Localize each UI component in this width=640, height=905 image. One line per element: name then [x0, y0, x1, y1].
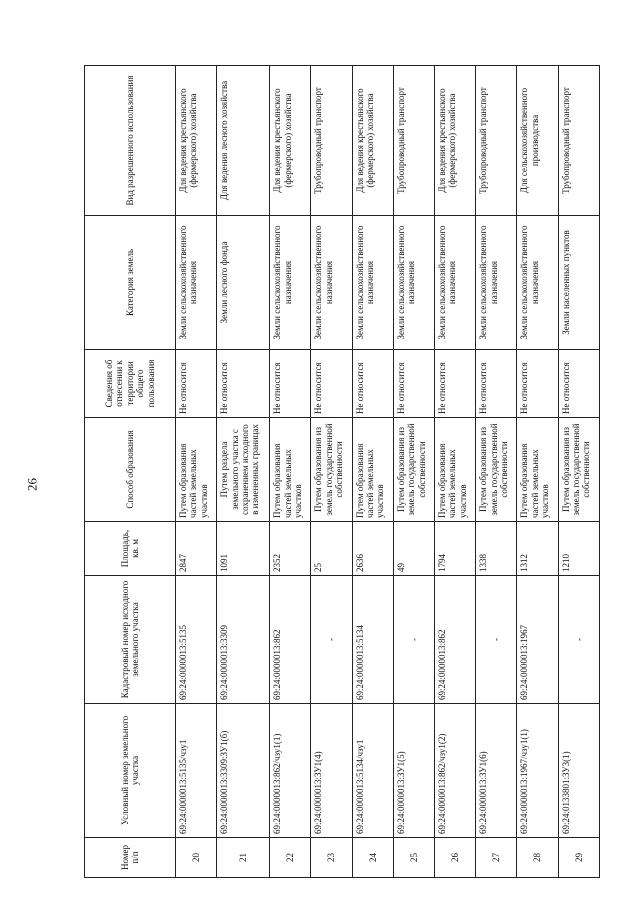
- header-permitted-use: Вид разрешенного использования: [85, 66, 176, 216]
- common-use-status: Не относится: [176, 350, 217, 418]
- formation-method: Путем образования из земель государственной собственности: [476, 418, 517, 522]
- land-category: Земли сельскохозяйственного назначения: [352, 216, 393, 350]
- area-value: 2352: [270, 522, 311, 576]
- common-use-status: Не относится: [217, 350, 270, 418]
- permitted-use: Трубопроводный транспорт: [393, 66, 434, 216]
- table-row: [217, 66, 270, 878]
- header-conditional-number: Условный номер земельного участка: [85, 704, 176, 838]
- table-header-row: [85, 66, 176, 878]
- formation-method: Путем образования частей земельных участков: [176, 418, 217, 522]
- area-value: 1091: [217, 522, 270, 576]
- conditional-number: 69:24:0000013:ЗУ1(5): [393, 704, 434, 838]
- permitted-use: Для ведения крестьянского (фермерского) хозяйства: [176, 66, 217, 216]
- land-category: Земли сельскохозяйственного назначения: [517, 216, 558, 350]
- formation-method: Путем образования частей земельных участков: [517, 418, 558, 522]
- table-row: [435, 66, 476, 878]
- common-use-status: Не относится: [476, 350, 517, 418]
- table-row: [476, 66, 517, 878]
- cadastral-number: -: [311, 576, 352, 704]
- row-number: 24: [352, 838, 393, 878]
- common-use-status: Не относится: [558, 350, 599, 418]
- header-land-category: Категория земель: [85, 216, 176, 350]
- cadastral-number: -: [393, 576, 434, 704]
- permitted-use: Для ведения лесного хозяйства: [217, 66, 270, 216]
- land-category: Земли сельскохозяйственного назначения: [435, 216, 476, 350]
- permitted-use: Для ведения крестьянского (фермерского) хозяйства: [270, 66, 311, 216]
- conditional-number: 69:24:0000013:862/чзу1(2): [435, 704, 476, 838]
- land-plots-table-area: [84, 66, 600, 878]
- row-number: 20: [176, 838, 217, 878]
- cadastral-number: -: [476, 576, 517, 704]
- common-use-status: Не относится: [517, 350, 558, 418]
- cadastral-number: 69:24:0000013:862: [435, 576, 476, 704]
- cadastral-number: -: [558, 576, 599, 704]
- permitted-use: Трубопроводный транспорт: [311, 66, 352, 216]
- conditional-number: 69:24:0000013:5134/чзу1: [352, 704, 393, 838]
- formation-method: Путем образования частей земельных участков: [352, 418, 393, 522]
- area-value: 25: [311, 522, 352, 576]
- header-area: Площадь, кв. м: [85, 522, 176, 576]
- row-number: 21: [217, 838, 270, 878]
- land-category: Земли сельскохозяйственного назначения: [311, 216, 352, 350]
- area-value: 2636: [352, 522, 393, 576]
- land-category: Земли лесного фонда: [217, 216, 270, 350]
- common-use-status: Не относится: [311, 350, 352, 418]
- land-category: Земли сельскохозяйственного назначения: [270, 216, 311, 350]
- formation-method: Путем образования из земель государственной собственности: [558, 418, 599, 522]
- land-plots-table: [84, 65, 600, 878]
- land-category: Земли сельскохозяйственного назначения: [393, 216, 434, 350]
- conditional-number: 69:24:0000013:5135/чзу1: [176, 704, 217, 838]
- header-cadastral-number: Кадастровый номер исходного земельного участка: [85, 576, 176, 704]
- permitted-use: Для ведения крестьянского (фермерского) хозяйства: [352, 66, 393, 216]
- header-common-use: Сведения об отнесении к территории общего пользования: [85, 350, 176, 418]
- conditional-number: 69:24:0000013:862/чзу1(1): [270, 704, 311, 838]
- table-row: [352, 66, 393, 878]
- common-use-status: Не относится: [435, 350, 476, 418]
- row-number: 23: [311, 838, 352, 878]
- cadastral-number: 69:24:0000013:1967: [517, 576, 558, 704]
- area-value: 2847: [176, 522, 217, 576]
- permitted-use: Для сельскохозяйственного производства: [517, 66, 558, 216]
- table-row: [558, 66, 599, 878]
- table-row: [393, 66, 434, 878]
- area-value: 49: [393, 522, 434, 576]
- area-value: 1794: [435, 522, 476, 576]
- row-number: 27: [476, 838, 517, 878]
- cadastral-number: 69:24:0000013:862: [270, 576, 311, 704]
- row-number: 26: [435, 838, 476, 878]
- conditional-number: 69:24:0133801:ЗУ3(1): [558, 704, 599, 838]
- formation-method: Путем образования из земель государственной собственности: [311, 418, 352, 522]
- conditional-number: 69:24:0000013:1967/чзу1(1): [517, 704, 558, 838]
- table-row: [270, 66, 311, 878]
- area-value: 1210: [558, 522, 599, 576]
- cadastral-number: 69:24:0000013:5135: [176, 576, 217, 704]
- table-row: [311, 66, 352, 878]
- common-use-status: Не относится: [270, 350, 311, 418]
- cadastral-number: 69:24:0000013:3309: [217, 576, 270, 704]
- header-number: Номер п/п: [85, 838, 176, 878]
- area-value: 1338: [476, 522, 517, 576]
- table-row: [517, 66, 558, 878]
- header-formation-method: Способ образования: [85, 418, 176, 522]
- land-category: Земли сельскохозяйственного назначения: [476, 216, 517, 350]
- conditional-number: 69:24:0000013:3309:ЗУ1(б): [217, 704, 270, 838]
- permitted-use: Трубопроводный транспорт: [558, 66, 599, 216]
- page-number: 26: [24, 478, 40, 491]
- formation-method: Путем раздела земельного участка с сохранением исходного в измененных границах: [217, 418, 270, 522]
- formation-method: Путем образования частей земельных участков: [435, 418, 476, 522]
- common-use-status: Не относится: [393, 350, 434, 418]
- permitted-use: Трубопроводный транспорт: [476, 66, 517, 216]
- cadastral-number: 69:24:0000013:5134: [352, 576, 393, 704]
- table-row: [176, 66, 217, 878]
- row-number: 28: [517, 838, 558, 878]
- formation-method: Путем образования частей земельных участков: [270, 418, 311, 522]
- area-value: 1312: [517, 522, 558, 576]
- formation-method: Путем образования из земель государственной собственности: [393, 418, 434, 522]
- row-number: 25: [393, 838, 434, 878]
- land-category: Земли населенных пунктов: [558, 216, 599, 350]
- conditional-number: 69:24:0000013:ЗУ1(6): [476, 704, 517, 838]
- permitted-use: Для ведения крестьянского (фермерского) хозяйства: [435, 66, 476, 216]
- row-number: 22: [270, 838, 311, 878]
- land-category: Земли сельскохозяйственного назначения: [176, 216, 217, 350]
- conditional-number: 69:24:0000013:ЗУ1(4): [311, 704, 352, 838]
- common-use-status: Не относится: [352, 350, 393, 418]
- row-number: 29: [558, 838, 599, 878]
